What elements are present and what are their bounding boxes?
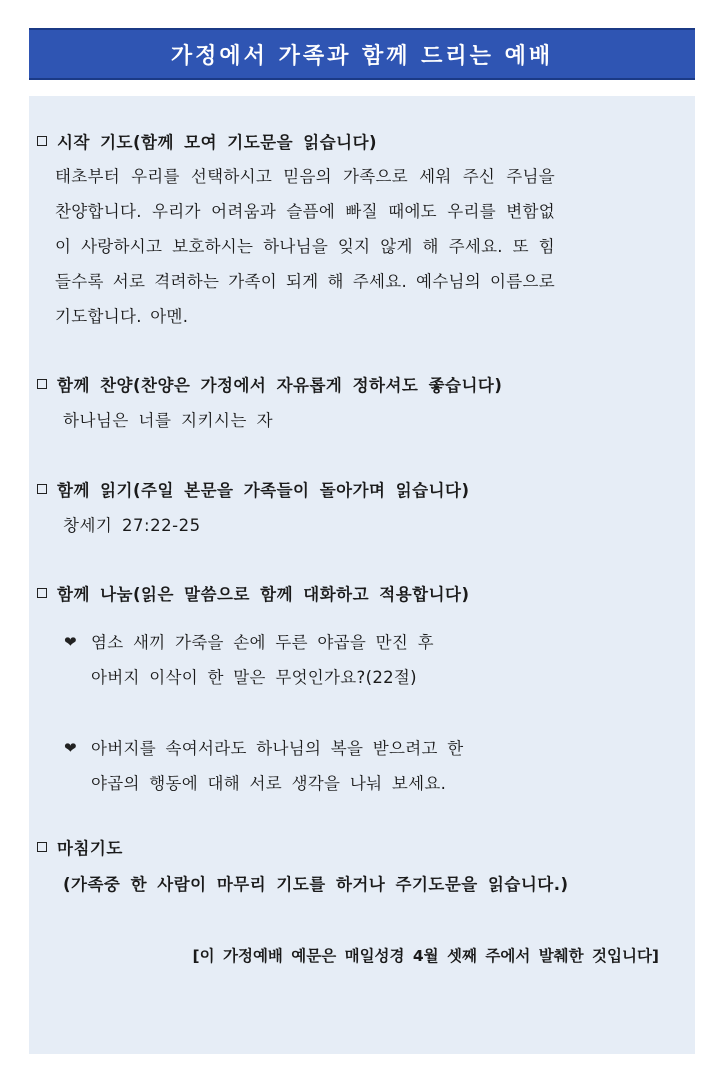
checkbox-square-icon <box>37 484 47 494</box>
checkbox-square-icon <box>37 842 47 852</box>
section-heading <box>37 838 597 860</box>
question-line: 아버지를 속여서라도 하나님의 복을 받으려고 한 <box>91 739 464 758</box>
checkbox-square-icon <box>37 136 47 146</box>
opening-prayer-heading: 시작 기도(함께 모여 기도문을 읽습니다) <box>57 133 378 152</box>
reading-heading: 함께 읽기(주일 본문을 가족들이 돌아가며 읽습니다) <box>57 481 470 500</box>
section-sharing <box>37 584 597 801</box>
section-heading <box>37 132 597 154</box>
source-note: [이 가정예배 예문은 매일성경 4월 셋째 주에서 발췌한 것입니다] <box>192 947 659 965</box>
section-heading <box>37 375 597 397</box>
checkbox-square-icon <box>37 379 47 389</box>
question-line: 염소 새끼 가죽을 손에 두른 야곱을 만진 후 <box>91 633 434 652</box>
question-line: 아버지 이삭이 한 말은 무엇인가요?(22절) <box>91 668 417 687</box>
sharing-question <box>37 731 597 801</box>
page-title: 가정에서 가족과 함께 드리는 예배 <box>170 43 554 69</box>
question-line: 야곱의 행동에 대해 서로 생각을 나눠 보세요. <box>91 774 447 793</box>
praise-heading: 함께 찬양(찬양은 가정에서 자유롭게 정하셔도 좋습니다) <box>57 376 503 395</box>
section-heading <box>37 480 597 502</box>
section-praise <box>37 375 597 432</box>
section-heading <box>37 584 597 606</box>
page-header <box>29 28 695 80</box>
section-closing-prayer <box>37 838 597 896</box>
praise-song: 하나님은 너를 지키시는 자 <box>63 411 274 430</box>
heart-bullet-icon: ❤ <box>64 633 77 651</box>
closing-prayer-heading: 마침기도 <box>57 839 123 858</box>
heart-bullet-icon: ❤ <box>64 739 77 757</box>
section-reading <box>37 480 597 537</box>
sharing-heading: 함께 나눔(읽은 말씀으로 함께 대화하고 적용합니다) <box>57 585 470 604</box>
sharing-question <box>37 625 597 695</box>
reading-passage: 창세기 27:22-25 <box>63 516 201 535</box>
checkbox-square-icon <box>37 588 47 598</box>
opening-prayer-text: 태초부터 우리를 선택하시고 믿음의 가족으로 세워 주신 주님을 찬양합니다. 우리가 어려움과 슬픔에 빠질 때에도 우리를 변함없이 사랑하시고 보호하시는 하나님을 잊지 않게 해 주세요. 또 힘들수록 서로 격려하는 가족이 되게 해 주세요. 예수님의 이름으로 기도합니다. 아멘. <box>55 167 555 326</box>
closing-prayer-instruction: (가족중 한 사람이 마무리 기도를 하거나 주기도문을 읽습니다.) <box>63 875 569 894</box>
section-opening-prayer <box>37 132 597 334</box>
